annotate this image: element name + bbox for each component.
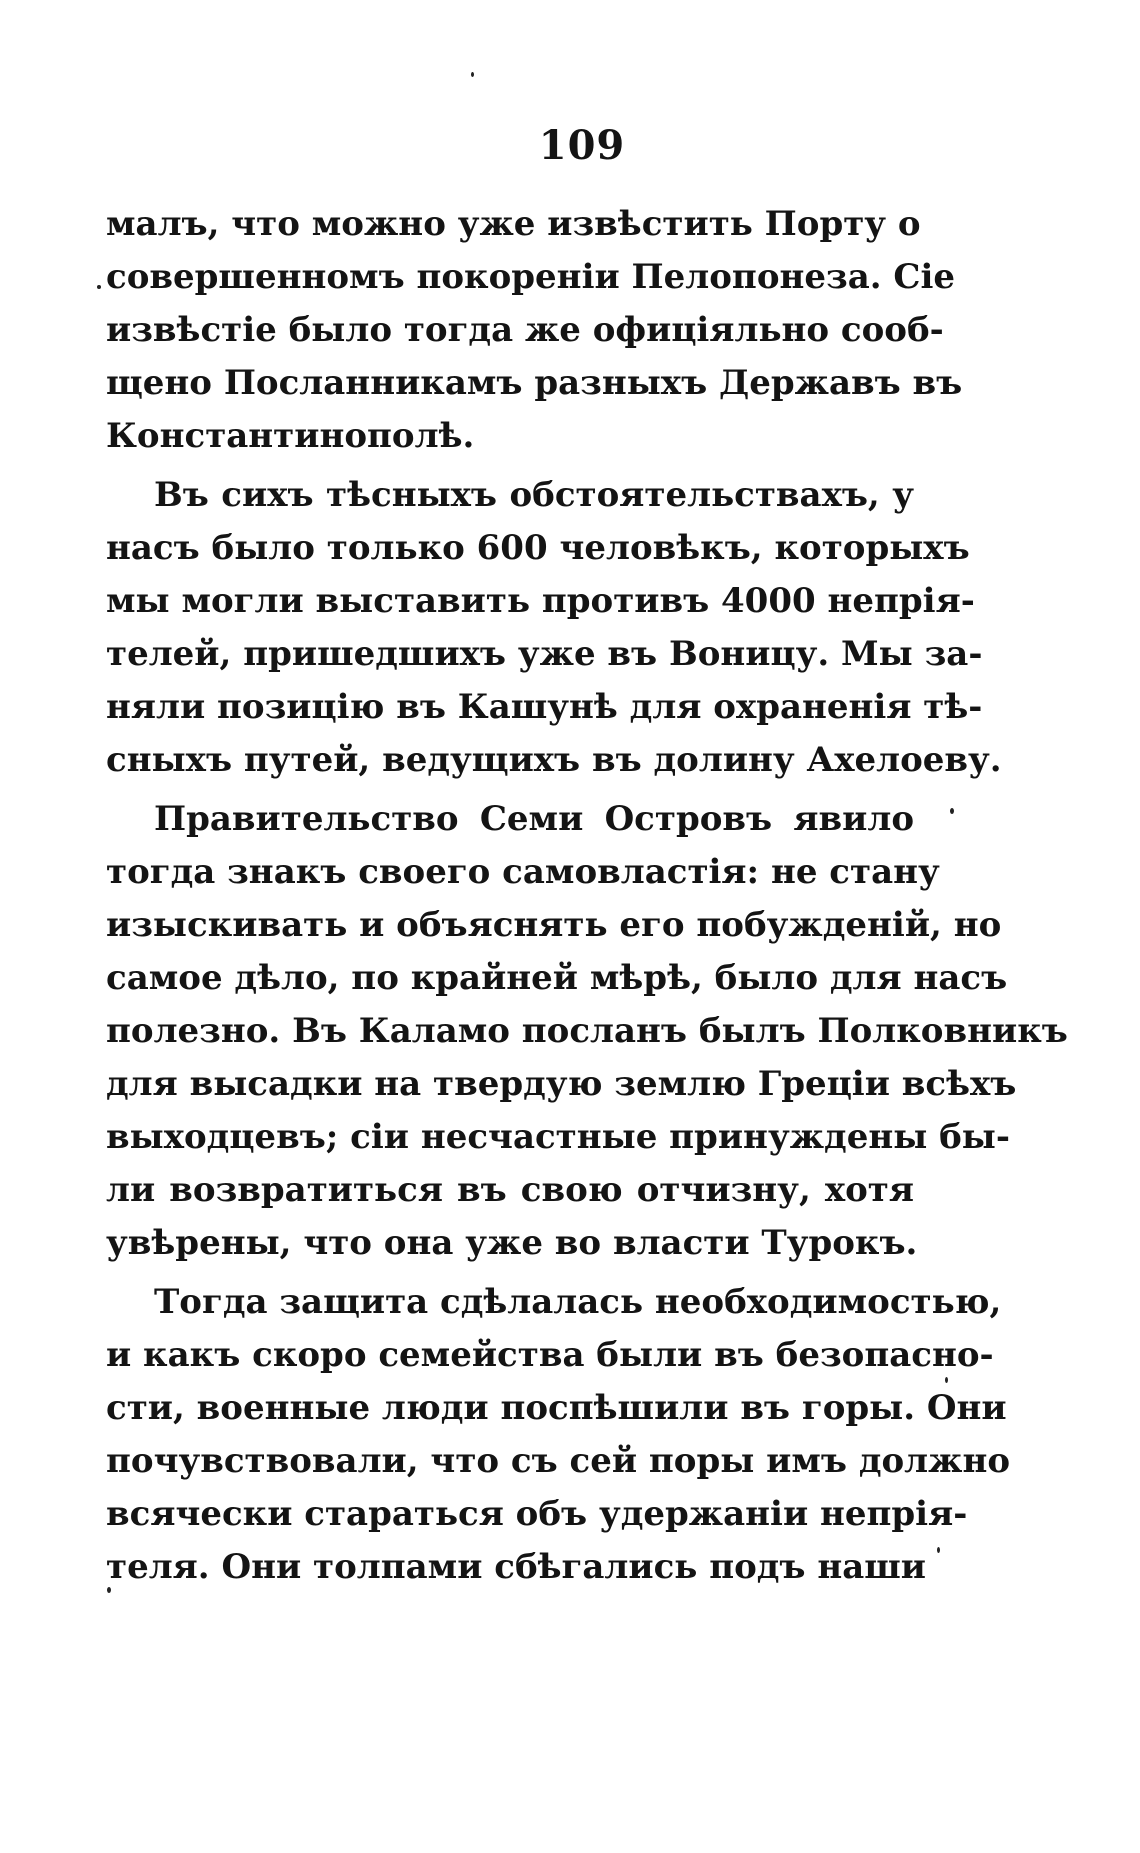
text-line: полезно. Въ Каламо посланъ былъ Полковникъ <box>106 1011 1068 1051</box>
text-line: мы могли выставить противъ 4000 непрія- <box>106 581 975 621</box>
text-line: сныхъ путей, ведущихъ въ долину Ахелоеву. <box>106 740 1002 780</box>
text-line: выходцевъ; сіи несчастные принуждены бы- <box>106 1117 1011 1157</box>
scan-speck <box>945 1377 948 1383</box>
scan-speck <box>471 72 474 77</box>
scan-speck <box>950 808 954 814</box>
text-line: тогда знакъ своего самовластія: не стану <box>106 852 940 892</box>
text-line: няли позицію въ Кашунѣ для охраненія тѣ- <box>106 687 983 727</box>
text-line: и какъ скоро семейства были въ безопасно- <box>106 1335 994 1375</box>
scan-speck <box>107 1587 111 1593</box>
body-text <box>106 198 1068 1594</box>
text-line: телей, пришедшихъ уже въ Воницу. Мы за- <box>106 634 983 674</box>
text-line: всячески стараться объ удержаніи непрія- <box>106 1494 968 1534</box>
text-line: совершенномъ покореніи Пелопонеза. Сіе <box>106 257 956 297</box>
page-number: 109 <box>538 122 626 169</box>
text-line: насъ было только 600 человѣкъ, которыхъ <box>106 528 970 568</box>
text-line: Константинополѣ. <box>106 416 475 456</box>
text-line: щено Посланникамъ разныхъ Державъ въ <box>106 363 963 403</box>
text-line: изыскивать и объяснять его побужденій, но <box>106 905 1002 945</box>
text-line: для высадки на твердую землю Греціи всѣхъ <box>106 1064 1017 1104</box>
scan-speck <box>97 285 101 289</box>
scan-speck <box>937 1547 940 1553</box>
text-line: сти, военные люди поспѣшили въ горы. Они <box>106 1388 1007 1428</box>
text-line: Тогда защита сдѣлалась необходимостью, <box>154 1282 1002 1322</box>
text-line: малъ, что можно уже извѣстить Порту о <box>106 204 921 244</box>
text-line: теля. Они толпами сбѣгались подъ наши <box>106 1547 927 1587</box>
text-line: Въ сихъ тѣсныхъ обстоятельствахъ, у <box>154 475 914 515</box>
text-line: самое дѣло, по крайней мѣрѣ, было для насъ <box>106 958 1008 998</box>
text-line: почувствовали, что съ сей поры имъ должно <box>106 1441 1011 1481</box>
text-line: Правительство Семи Островъ явило <box>154 799 914 839</box>
text-line: извѣстіе было тогда же офиціяльно сооб- <box>106 310 944 350</box>
text-line: ли возвратиться въ свою отчизну, хотя <box>106 1170 914 1210</box>
text-line: увѣрены, что она уже во власти Турокъ. <box>106 1223 918 1263</box>
